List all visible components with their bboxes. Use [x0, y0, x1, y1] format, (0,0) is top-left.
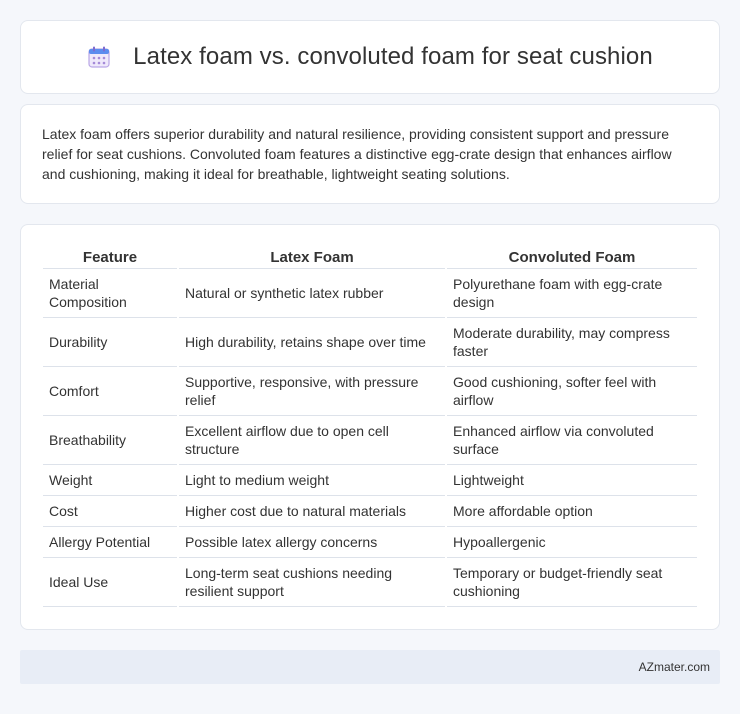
- latex-cell: Higher cost due to natural materials: [179, 496, 445, 527]
- calendar-icon: [87, 45, 111, 69]
- feature-cell: Ideal Use: [43, 558, 177, 607]
- latex-cell: High durability, retains shape over time: [179, 318, 445, 367]
- feature-cell: Comfort: [43, 367, 177, 416]
- table-row: [43, 367, 697, 416]
- column-header-convoluted: Convoluted Foam: [447, 245, 697, 269]
- column-header-feature: Feature: [43, 245, 177, 269]
- footer-brand[interactable]: AZmater.com: [638, 660, 710, 674]
- table-header-row: [43, 245, 697, 269]
- comparison-table: [41, 245, 699, 607]
- feature-cell: Weight: [43, 465, 177, 496]
- convoluted-cell: Lightweight: [447, 465, 697, 496]
- feature-cell: Durability: [43, 318, 177, 367]
- latex-cell: Excellent airflow due to open cell structure: [179, 416, 445, 465]
- convoluted-cell: Enhanced airflow via convoluted surface: [447, 416, 697, 465]
- convoluted-cell: Hypoallergenic: [447, 527, 697, 558]
- footer: [20, 650, 720, 684]
- convoluted-cell: Temporary or budget-friendly seat cushioning: [447, 558, 697, 607]
- column-header-latex: Latex Foam: [179, 245, 445, 269]
- table-row: [43, 269, 697, 318]
- latex-cell: Light to medium weight: [179, 465, 445, 496]
- title-card: [20, 20, 720, 94]
- intro-card: [20, 104, 720, 204]
- feature-cell: Allergy Potential: [43, 527, 177, 558]
- table-row: [43, 416, 697, 465]
- convoluted-cell: Polyurethane foam with egg-crate design: [447, 269, 697, 318]
- table-row: [43, 527, 697, 558]
- latex-cell: Supportive, responsive, with pressure relief: [179, 367, 445, 416]
- page-title: Latex foam vs. convoluted foam for seat cushion: [133, 43, 653, 70]
- latex-cell: Long-term seat cushions needing resilient support: [179, 558, 445, 607]
- feature-cell: Breathability: [43, 416, 177, 465]
- table-row: [43, 465, 697, 496]
- convoluted-cell: Moderate durability, may compress faster: [447, 318, 697, 367]
- feature-cell: Cost: [43, 496, 177, 527]
- comparison-table-card: [20, 224, 720, 630]
- latex-cell: Natural or synthetic latex rubber: [179, 269, 445, 318]
- table-row: [43, 318, 697, 367]
- convoluted-cell: More affordable option: [447, 496, 697, 527]
- table-row: [43, 496, 697, 527]
- table-row: [43, 558, 697, 607]
- feature-cell: Material Composition: [43, 269, 177, 318]
- convoluted-cell: Good cushioning, softer feel with airflow: [447, 367, 697, 416]
- intro-text: Latex foam offers superior durability and natural resilience, providing consistent support and pressure relief for seat cushions. Convoluted foam features a distinctive egg-crate design that enhances airflow and cushioning, making it ideal for breathable, lightweight seating solutions.: [42, 126, 672, 182]
- latex-cell: Possible latex allergy concerns: [179, 527, 445, 558]
